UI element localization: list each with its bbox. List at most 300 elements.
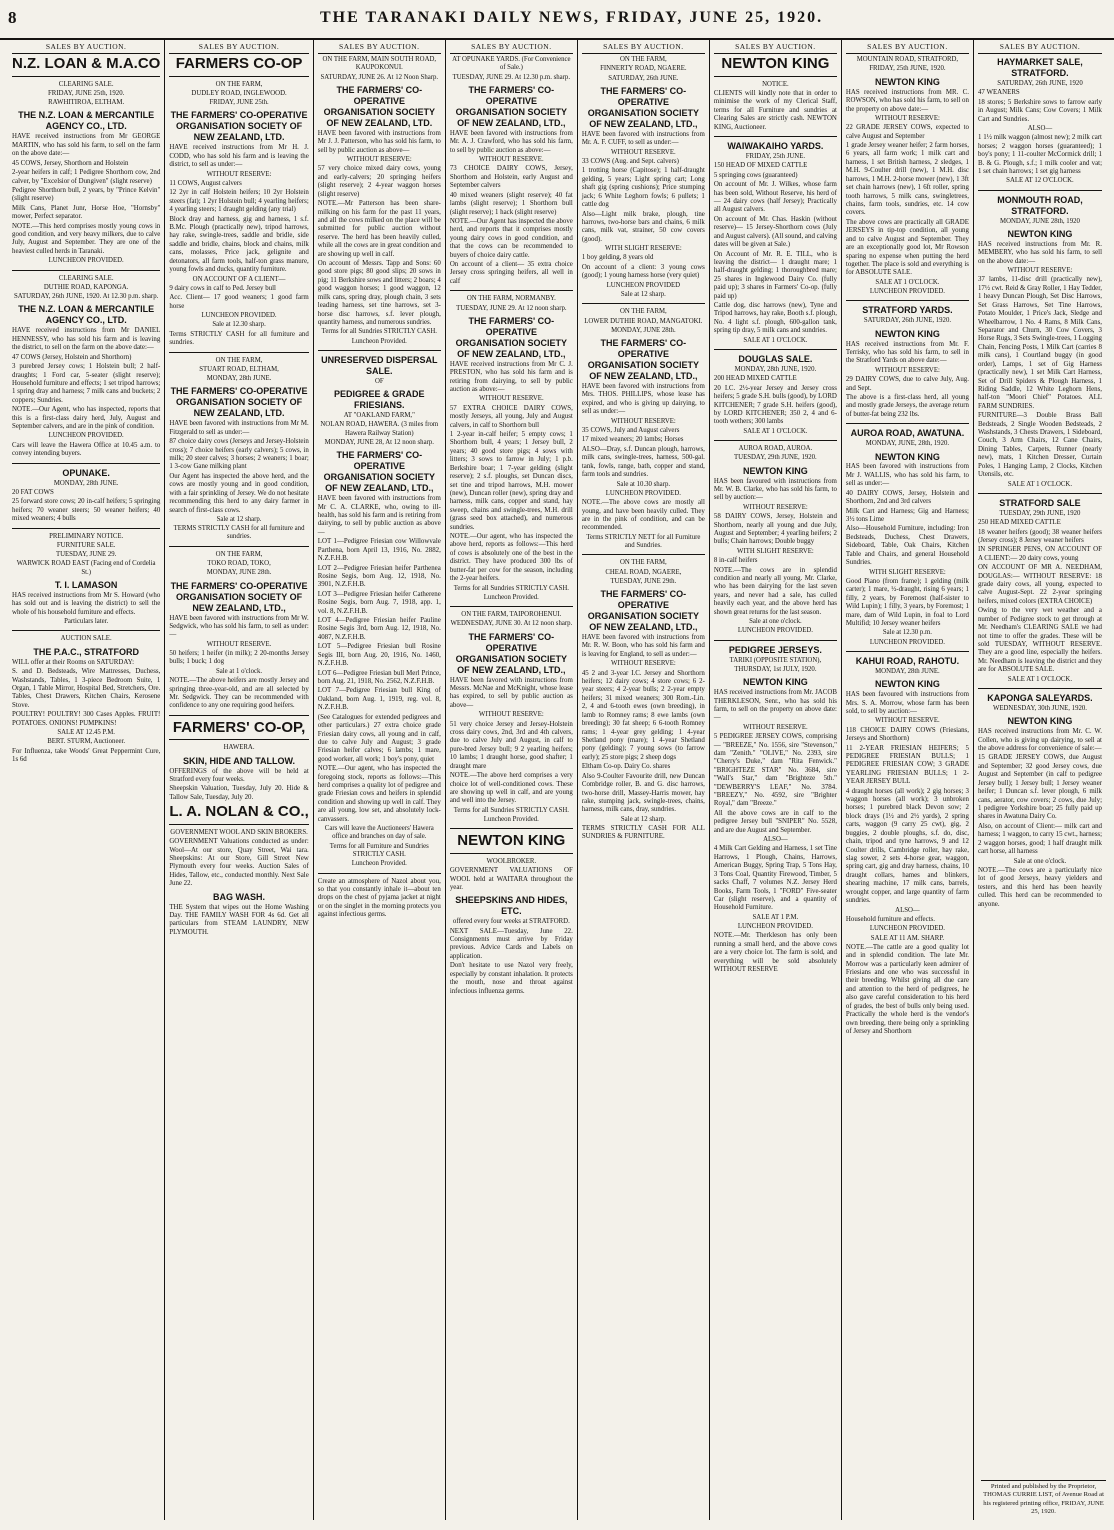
notice-detail: TUESDAY, 29th JUNE, 1920. [734, 454, 817, 462]
notice-text: HAVE been favored with instructions from Mr C. A. CLARKE, who, owing to ill-health, has sold his farm and is retiring from dairying, to sell by public auction as above— [317, 495, 441, 536]
notice-detail: FRIDAY, JUNE 25th, 1920. [48, 89, 125, 97]
notice-text: 47 COWS (Jersey, Holstein and Shorthorn) [12, 353, 132, 361]
advertiser-heading: FARMERS' CO-OP, [169, 720, 308, 741]
notice-text: Good Piano (from frame); 1 gelding (milk carter); 1 mare, ½-draught, rising 6 years; 1 filly, 2 years, by Foremost (half-sister to Wild Lupin); 1 filly, 3 years, by Foremost; 1 mare, dam of Wild Lupin, in foal to Lord Multifid; 10 Jersey weaner heifers [845, 577, 969, 627]
notice-detail: MONDAY, JUNE, 28th, 1920. [865, 440, 950, 448]
notice-text: On account of Mr. Chas. Haskin (without reserve)— 15 Jersey-Shorthorn cows (July and August calvers). (All sound, and calving dates will be given at Sale.) [713, 215, 837, 249]
notice-text: CLIENTS will kindly note that in order to minimise the work of my Clerical Staff, terms for all Furniture and sundries at Clearing Sales are strictly cash. NEWTON KING, Auctioneer. [713, 89, 837, 131]
column-heading: SALES BY AUCTION. [450, 42, 573, 54]
notice-detail: LUNCHEON PROVIDED [606, 281, 681, 289]
notice-detail: LUNCHEON PROVIDED. [869, 638, 946, 646]
notice-detail: Luncheon Provided. [351, 860, 407, 868]
notice-heading: THE FARMERS' CO-OPERATIVE ORGANISATION SOCIETY OF NEW ZEALAND, LTD., [587, 85, 700, 129]
notice-heading: THE FARMERS' CO-OPERATIVE ORGANISATION SOCIETY OF NEW ZEALAND, LTD. [170, 386, 308, 419]
notice-text: 87 choice dairy cows (Jerseys and Jersey-Holstein cross); 7 choice heifers (early calvers); 5 cows, in milk; 20 steer calves; 3 horses; 2 weaners; 1 boar; 1 3-cow Gane milking plant [169, 438, 309, 471]
notice-detail: NOTICE. [762, 80, 789, 88]
notice-detail: ON THE FARM, [619, 559, 667, 567]
column-heading: SALES BY AUCTION. [12, 42, 160, 54]
notice-text: THE System that wipes out the Home Washing Day. THE FAMILY WASH FOR 4s 6d. Get all particulars from STEAM LAUNDRY, NEW PLYMOUTH. [169, 903, 309, 936]
notice-detail: ON THE FARM, NORMANBY. [466, 295, 556, 303]
notice-detail: SALE AT 1 O'CLOCK. [1007, 675, 1073, 683]
notice-text: 15 GRADE JERSEY COWS, due August and September; 32 good Jersey cows, due August and September (in calf to pedigree Jersey bull); 1 Jersey bull; 1 Jersey weaner heifer; 1 Duncan s.f. lever plough, 6 milk cans, aerator, cow covers; 2 cows, due July; 1 pedigree Yorkshire boar; 25 fully paid up shares in Awatuna Dairy Co. [977, 754, 1102, 821]
notice-detail: RAWHITIROA, ELTHAM. [48, 99, 125, 107]
notice-text: 118 CHOICE DAIRY COWS (Friesians, Jerseys and Shorthorn) [845, 726, 969, 743]
column-divider [714, 440, 837, 441]
notice-text: 58 DAIRY COWS, Jersey, Holstein and Shorthorn, nearly all young and due July, August and September; 4 yearling heifers; 2 bulls; Chain harrows; Double buggy [713, 513, 837, 546]
advertiser-heading: NEWTON KING [450, 833, 573, 854]
notice-text: ALSO—Dray, s.f. Duncan plough, harrows, milk cans, swingle-trees, harness, 500-gal. tank, fowls, range, bath, copper and stand, farm tools and sundries. [581, 445, 705, 479]
notice-text: 1 boy gelding, 8 years old [581, 254, 654, 262]
notice-detail: LUNCHEON PROVIDED. [48, 257, 124, 265]
notice-detail: ON THE FARM, TAIPOROHENUI. [461, 611, 562, 619]
notice-text: 11 2-YEAR FRIESIAN HEIFERS; 5 PEDIGREE FRIESIAN BULLS; 1 PEDIGREE FRIESIAN COW; 3 GRADE YEARLING FRIESIAN BULLS; 1 2-YEAR JERSEY BULL [845, 744, 969, 786]
notice-heading: NEWTON KING [742, 465, 808, 476]
notice-detail: LOWER DUTHIE ROAD, MANGATOKI. [584, 317, 703, 325]
notice-heading: THE FARMERS' CO-OPERATIVE ORGANISATION SOCIETY OF NEW ZEALAND, LTD. [170, 110, 308, 143]
notice-detail: Particulars later. [64, 618, 109, 626]
column-divider [450, 606, 573, 607]
notice-text: 4 Milk Cart Gelding and Harness, 1 set Tine Harrows, 1 Plough, Chains, Harrows, American Buggy, Spring Trap, 5 Tons Hay, 3 Tons Coal, Quantity Firewood, Timber, 5 sacks Chaff, 7 volumes N.Z. Jersey Herd Books, Farm Tools, 1 "FORD" Five-seater Car (slight reserve), and a quantity of Household Furniture. [713, 845, 837, 912]
notice-text: Household furniture and effects. [845, 915, 935, 923]
notice-detail: Sale at one o'clock. [749, 618, 802, 626]
notice-detail: SALE AT 12 O'CLOCK. [1006, 177, 1074, 185]
column-divider [318, 873, 441, 874]
notice-heading: THE FARMERS' CO-OPERATIVE ORGANISATION SOCIETY OF NEW ZEALAND, LTD., [587, 338, 700, 382]
notice-detail: STUART ROAD, ELTHAM, [199, 365, 279, 373]
notice-heading: KAHUI ROAD, RAHOTU. [855, 655, 960, 666]
notice-heading: NEWTON KING [1007, 716, 1073, 727]
notice-heading: AUROA ROAD, AWATUNA. [850, 428, 965, 439]
notice-detail: Sale at one o'clock. [1013, 857, 1067, 865]
notice-text: 45 COWS, Jersey, Shorthorn and Holstein [12, 159, 129, 167]
column-3 [314, 40, 446, 1520]
notice-text: NOTE.—Our Agent has inspected the above herd, and reports that it comprises mostly young dairy cows in good condition, and that the cows can be recommended to buyers of choice dairy cattle. [449, 217, 573, 259]
notice-detail: LUNCHEON PROVIDED. [869, 288, 946, 296]
notice-text: 25 forward store cows; 20 in-calf heifers; 5 springing heifers; 70 weaner steers; 50 weaner heifers; 40 mixed weaners; 4 bulls [12, 498, 161, 523]
notice-text: 50 heifers; 1 heifer (in milk); 2 20-months Jersey bulls; 1 buck; 1 dog [169, 650, 309, 666]
notice-detail: NOLAN ROAD, HAWERA. (3 miles from Hawera Railway Station) [320, 421, 439, 437]
notice-detail: LUNCHEON PROVIDED. [737, 627, 813, 635]
notice-heading: MONMOUTH ROAD, STRATFORD. [997, 194, 1083, 216]
notice-detail: TARIKI (OPPOSITE STATION), [729, 656, 822, 664]
notice-text: HAS received instructions from Mr. JACOB THERKLESON, Senr., who has sold his farm, to sell on the property on above date:— [713, 689, 837, 722]
auction-columns [8, 40, 1106, 1520]
notice-detail: TOKO ROAD, TOKO, [207, 560, 271, 568]
notice-detail: SATURDAY, 26th JUNE, 1920. At 12.30 p.m. sharp. [14, 293, 159, 301]
notice-detail: Cars will leave the Auctioneers' Hawera office and branches on day of sale. [324, 825, 434, 841]
notice-text: LOT 6—Pedigree Friesian bull Merl Prince, born Aug. 21, 1918, No. 2562, N.Z.F.H.B. [317, 669, 441, 685]
notice-heading: SHEEPSKINS AND HIDES, ETC. [455, 895, 568, 917]
notice-detail: Sale at 10.30 sharp. [616, 480, 671, 488]
notice-heading: WAIWAKAIHO YARDS. [727, 141, 824, 152]
notice-text: 3 purebred Jersey cows; 1 Holstein bull; 2 half-draughts; 1 Ford car, 5-seater (slight reserve); Household furniture and effects; 1 set tripod harrows; 1 spring dray and harness; 7 milk cans and buckets; 2 coppers; Sundries. [12, 363, 161, 404]
notice-detail: BERT. STURM, Auctioneer. [47, 738, 126, 746]
notice-detail: TUESDAY, JUNE 29. [55, 551, 117, 559]
notice-text: HAVE been favored with instructions from Mr. A. J. Crawford, who has sold his farm, to sell by public auction as above:— [449, 129, 573, 154]
notice-text: ON ACCOUNT OF MR A. NEEDHAM, DOUGLAS:— WITHOUT RESERVE: 18 grade dairy cows, all young, expected to calve August-Sept. 22 2-year springing heifers, mixed colors (EXTRA CHOICE) [977, 564, 1102, 605]
notice-heading: THE FARMERS' CO-OPERATIVE ORGANISATION SOCIETY OF NEW ZEALAND, LTD., [587, 589, 700, 633]
notice-text: Terms STRICTLY CASH for all furniture and sundries. [169, 330, 309, 347]
notice-detail: OF [374, 377, 384, 385]
notice-heading: THE FARMERS' CO-OPERATIVE ORGANISATION SOCIETY OF NEW ZEALAND, LTD., [455, 84, 567, 128]
notice-detail: Sale at 12.30 sharp. [212, 321, 266, 329]
notice-detail: AT OPUNAKE YARDS. (For Convenience of Sale.) [452, 56, 571, 72]
notice-text: 9 dairy cows in calf to Ped. Jersey bull [169, 284, 276, 292]
notice-detail: WITHOUT RESERVE: [610, 660, 676, 668]
notice-detail: THURSDAY, 1st JULY, 1920. [734, 665, 817, 673]
column-divider [714, 640, 837, 641]
notice-text: NOTE.—The cows are in splendid condition and nearly all young. Mr. Clarke, who has been dairying for the last seven years, and never had a sale, has culled heavily each year, and the above herd has shown great returns for the last season. [713, 566, 837, 616]
notice-detail: Sale at 1 o'clock. [215, 667, 263, 675]
notice-text: 150 HEAD OF MIXED CATTLE [713, 162, 808, 170]
notice-text: NOTE.—Mr Patterson has been share-milking on his farm for the past 11 years, and all the cows milked on the place will be submitted for public auction without reserve. The herd has been heavily culled, while all the cows are in great condition and are showing up well in calf. [317, 200, 441, 258]
notice-text: On Account of Mr. R. E. TILL, who is leaving the district— 1 draught mare; 1 half-draught gelding; 1 thoroughbred mare; 25 shares in Inglewood Dairy Co. (fully paid up); 3 shares in Farmers' Co-op. (fully paid up) [713, 250, 837, 300]
notice-text: NOTE.—Mr. Therkleson has only been running a small herd, and the above cows are a very choice lot. The farm is sold, and everything will be sold absolutely WITHOUT RESERVE [713, 932, 837, 974]
notice-detail: WEDNESDAY, 30th JUNE, 1920. [992, 704, 1087, 712]
notice-detail: WITHOUT RESERVE. [611, 148, 676, 156]
notice-detail: SALE AT 12.45 P.M. [57, 729, 115, 737]
notice-text: HAVE been favored with instructions from Mr M. Fitzgerald to sell as under:— [169, 420, 309, 436]
imprint: Printed and published by the Proprietor, THOMAS CURRIE LIST, of Avenue Road at his registered printing office, FRIDAY, JUNE 25, 1920. [981, 1480, 1106, 1516]
column-divider [582, 303, 705, 304]
column-6 [710, 40, 842, 1520]
notice-text: NOTE.—Our agent, who has inspected the above herd, reports as follows:—This herd of cows is absolutely one of the best in the district. They have produced 300 lbs of butter-fat per cow for the season, including the 2-year heifers. [449, 533, 573, 583]
notice-detail: ON THE FARM, [215, 550, 263, 558]
notice-text: NOTE.—This herd comprises mostly young cows in good condition, and very heavy milkers, due to calve July, August and September. They are one of the heaviest culled herds in Taranaki. [12, 222, 161, 255]
notice-detail: PRELIMINARY NOTICE. [49, 532, 124, 540]
notice-detail: CLEARING SALE. [58, 80, 114, 88]
column-divider [582, 554, 705, 555]
notice-heading: THE P.A.C., STRATFORD [33, 646, 139, 657]
notice-heading: PEDIGREE JERSEYS. [728, 644, 822, 655]
column-divider [714, 349, 837, 350]
notice-text: NOTE.—Our Agent, who has inspected, reports that this is a first-class dairy herd, July, August and September calvers, and are in the pink of condition. [12, 406, 161, 431]
notice-text: 20 FAT COWS [12, 488, 54, 496]
column-divider [846, 300, 969, 301]
notice-detail: LUNCHEON PROVIDED. [48, 432, 124, 440]
notice-text: HAVE been favored with instructions from Mr. A. F. CUFF, to sell as under:— [581, 130, 705, 147]
notice-text: Create an atmosphere of Nazol about you, so that you constantly inhale it—about ten drops on the chest of pyjama jacket at night or on the singlet in the morning protects you against infectious germs. [317, 877, 441, 919]
notice-text: 35 COWS, July and August calvers [581, 427, 680, 434]
notice-heading: OPUNAKE. [62, 467, 110, 478]
notice-heading: THE N.Z. LOAN & MERCANTILE AGENCY CO., LTD. [18, 304, 155, 326]
notice-text: On account of Mr. J. Wilkes, whose farm has been sold, Without Reserve, his herd of— 24 dairy cows (half Jersey); Practically all August calvers. [713, 181, 837, 214]
notice-detail: AUROA ROAD, AUROA. [738, 445, 813, 453]
notice-text: HAS received instructions from Mr S. Howard (who has sold out and is leaving the district) to sell the whole of his household furniture and effects. [12, 591, 161, 616]
notice-heading: STRATFORD SALE [999, 497, 1081, 508]
column-divider [12, 463, 160, 464]
notice-text: HAVE received instructions from Mr DANIEL HENNESSY, who has sold his farm and is leaving the district, to sell on the farm on the above date:— [12, 327, 161, 352]
notice-detail: WITHOUT RESERVE: [875, 114, 940, 122]
notice-detail: ALSO— [763, 836, 788, 844]
notice-heading: T. I. LAMASON [54, 579, 118, 590]
notice-detail: CLEARING SALE. [58, 274, 114, 282]
notice-detail: WITHOUT RESERVE: [875, 366, 940, 374]
notice-detail: offered every four weeks at STRATFORD. [452, 918, 570, 926]
notice-detail: TUESDAY, JUNE 29th. [610, 577, 677, 585]
column-divider [169, 352, 308, 353]
column-divider [978, 493, 1102, 494]
page-number: 8 [8, 8, 17, 27]
notice-text: HAS been favored with instructions from Mr J. WALLIS, who has sold his farm, to sell as under:— [845, 463, 969, 488]
notice-text: 200 HEAD MIXED CATTLE [713, 375, 797, 383]
column-divider [318, 350, 441, 351]
notice-heading: SKIN, HIDE AND TALLOW. [183, 755, 296, 766]
notice-detail: SALE AT 1 O'CLOCK. [875, 278, 940, 286]
notice-text: 18 stores; 5 Berkshire sows to farrow early in August; Milk Cans; Cow Covers; 1 Milk Cart and Sundries. [977, 98, 1102, 123]
notice-detail: ON THE FARM, [215, 80, 263, 88]
column-divider [169, 546, 308, 547]
notice-text: S. and D. Bedsteads, Wire Mattresses, Duchess, Washstands, Tables, 1 3-piece Bedroom Suite, 1 Organ, 1 Table Mirror, Hospital Bed, Stretchers, Ore. Tables, Chest Drawers, Kitchen Chairs, Kerosene Stove. [12, 668, 161, 709]
notice-heading: NEWTON KING [875, 76, 940, 87]
notice-detail: WITH SLIGHT RESERVE: [604, 245, 682, 253]
notice-text: TERMS STRICTLY CASH FOR ALL SUNDRIES & FURNITURE. [581, 825, 705, 841]
notice-text: Sheepskin Valuation, Tuesday, July 20. Hide & Tallow Sale, Tuesday, July 20. [169, 785, 309, 801]
column-divider [846, 423, 969, 424]
notice-text: 8 in-calf heifers [713, 557, 758, 565]
notice-text: HAS been favoured with instructions from Mr. W. B. Clarke, who has sold his farm, to sell by auction:— [713, 477, 837, 502]
column-8 [974, 40, 1106, 1520]
notice-detail: WITHOUT RESERVE: [742, 503, 808, 511]
notice-text: HAVE been favored with instructions from Mr W. Sedgwick, who has sold his farm, to sell as under:— [169, 614, 309, 639]
notice-detail: LUNCHEON PROVIDED. [201, 312, 277, 320]
notice-text: 47 WEANERS [977, 89, 1020, 97]
notice-text: POULTRY! POULTRY! 300 Cases Apples. FRUIT! POTATOES. ONIONS! PUMPKINS! [12, 711, 161, 727]
advertiser-heading: NEWTON KING [714, 56, 837, 77]
masthead [0, 0, 1114, 40]
column-7 [842, 40, 974, 1520]
notice-text: HAS received instructions from Mr. R. MEMBERY, who has sold his farm, to sell on the above date:— [977, 240, 1102, 265]
notice-text: The above is a first-class herd, all young and mostly grade Jerseys, the average return of butter-fat being 232 lbs. [845, 393, 969, 418]
notice-detail: WITHOUT RESERVE. [743, 723, 808, 731]
notice-detail: Sale at 12 sharp. [216, 515, 262, 523]
notice-text: 5 springing cows (guaranteed) [713, 171, 798, 179]
notice-heading: THE FARMERS' CO-OPERATIVE ORGANISATION SOCIETY OF NEW ZEALAND, LTD., [455, 631, 567, 675]
notice-detail: WITHOUT RESERVE: [478, 711, 544, 719]
notice-text: NOTE.—The cows are a particularly nice lot of good Jerseys, heavy yielders and testers, and this herd has been heavily culled. This herd can be recommended to anyone. [977, 866, 1102, 908]
notice-text: LOT 2—Pedigree Friesian heifer Parthenea Rosine Segis, born Aug. 12, 1918, No. 3901, N.Z.F.H.B. [317, 564, 441, 589]
notice-text: NOTE.—The above herd comprises a very choice lot of well-conditioned cows. These are showing up well in calf, and are young and well into the Jersey. [449, 772, 573, 805]
notice-text: 12 2yr in calf Holstein heifers; 10 2yr Holstein steers (fat); 1 2yr Holstein bull; 4 yearling heifers; 4 yearling steers; 1 draught gelding (any trial) [169, 189, 309, 214]
notice-detail: MONDAY, 28th JUNE. [875, 667, 940, 675]
notice-heading: THE FARMERS' CO-OPERATIVE ORGANISATION SOCIETY OF NEW ZEALAND, LTD., [170, 580, 308, 613]
notice-detail: SALE AT 1 O'CLOCK. [743, 427, 808, 435]
notice-detail: TUESDAY, JUNE 29. At 12.30 p.m. sharp. [452, 73, 571, 81]
column-1 [8, 40, 165, 1520]
notice-detail: ALSO— [1027, 125, 1053, 133]
notice-text: 18 weaner heifers (good); 38 weaner heifers (Jersey cross); 8 Jersey weaner heifers [977, 528, 1102, 544]
notice-text: 51 very choice Jersey and Jersey-Holstein cross dairy cows, 2nd, 3rd and 4th calvers, due to calve July and August, in calf to pure-bred Jersey bull; 9 2 yearling heifers; 10 lambs; 1 draught horse, good shafter; 1 draught mare [449, 720, 573, 770]
notice-detail: ON THE FARM, [619, 308, 667, 316]
notice-detail: MONDAY, 28th JUNE. [53, 479, 119, 487]
notice-text: Cattle dog, disc harrows (new), Tyne and Tripod harrows, hay rake, Booth s.f. plough, No. 4 light s.f. plough, 600-gallon tank, spring tip dray, 5 milk cans and sundries. [713, 302, 837, 335]
notice-text: NOTE.—Our agent, who has inspected the foregoing stock, reports as follows:—This herd comprises a quality lot of pedigree and grade Friesian cows and heifers in splendid condition and showing up well in calf. They are all young, low set, and absolutely lock-canvassers. [317, 765, 441, 823]
notice-detail: FRIDAY, 25th JUNE. [745, 153, 806, 160]
notice-heading: NEWTON KING [875, 451, 940, 462]
notice-text: 5 PEDIGREE JERSEY COWS, comprising— "BREEZE," No. 1556, sire "Stevenson," dam "Zenith." "OLIVE," No. 2393, sire "Cherry's Duke," dam "Rita Fenwick." "BRIGHTEZE STAR" No. 3684, sire "Wall's Star," dam "Brighteze 5th." "DEWBERRY'S LEAF," No. 3784. "BREEZY," No. 4592, sire "Brighter Royal," dam "Breeze." [713, 733, 837, 808]
notice-text: 250 HEAD MIXED CATTLE [977, 519, 1061, 527]
notice-text: LOT 7—Pedigree Friesian bull King of Oakland, born Aug. 1, 1919, reg. vol. 8, N.Z.F.H.B. [317, 687, 441, 712]
notice-detail: FURNITURE SALE. [56, 541, 116, 549]
notice-detail: Sale at 12 sharp. [620, 815, 666, 823]
notice-text: 37 lambs, 11-disc drill (practically new), 17½ cwt. Reid & Gray Roller, 1 Hay Tedder, 1 heavy Duncan Plough, Set Disc Harrows, Set Grass Harrows, Set Tine Harrows, Potato Moulder, 1 Price's Jack, Sledge and Wheelbarrow, 1 No. 4 Rams, 8 Milk Cans, Separator and Churn, 30 Cow Covers, 3 Horse Rugs, 3 Sets Swingle-trees, 1 Logging Chain, Fencing Posts, 1 Milk Cart (carries 8 milk cans), 1 Courtland buggy (in good order), Lamps, 1 set of Gig Harness (practically new), 1 set Milk Cart Harness, Set of Drill Spiders & Plough Harness, 1 Riding Saddle, 12 White Leghorn Hens, half-ton "Moori Chief" Potatoes. ALL FARM SUNDRIES. [977, 276, 1102, 410]
notice-detail: LUNCHEON PROVIDED. [869, 925, 946, 933]
notice-text: 1 trotting horse (Capitose); 1 half-draught gelding, 5 years; Light spring cart; Long shaft gig (spring cushions); Price stumping jack; 6 White Leghorn fowls; 6 pullets; 1 cattle dog [581, 167, 705, 209]
notice-text: Pedigree Shorthorn bull, 2 years, by "Prince Kelvin" (slight reserve) [12, 186, 161, 203]
notice-text: For Influenza, take Woods' Great Peppermint Cure, 1s 6d [12, 747, 161, 764]
column-divider [169, 715, 308, 716]
notice-detail: LUNCHEON PROVIDED. [737, 923, 813, 931]
notice-detail: Terms for all Furniture and Sundries STRICTLY CASH. [329, 842, 429, 859]
notice-detail: HAWERA. [223, 744, 255, 752]
notice-detail: FINNERTY ROAD, NGAERE. [600, 65, 687, 73]
notice-text: HAVE been favored with instructions from Mrs. THOS. PHILLIPS, whose lease has expired, and who is giving up dairying, to sell as under:— [581, 383, 705, 416]
notice-text: Don't hesitate to use Nazol very freely, especially by constant inhalation. It protects the mouth, nose and throat against infectious influenza germs. [449, 962, 573, 995]
notice-text: HAVE received instructions from Mr GEORGE MARTIN, who has sold his farm, to sell on the farm on the above date:— [12, 133, 161, 158]
notice-detail: WITHOUT RESERVE. [479, 395, 544, 403]
notice-detail: FRIDAY, 25th JUNE, 1920. [869, 65, 946, 73]
column-heading: SALES BY AUCTION. [846, 42, 969, 54]
notice-text: On account of a client— 35 extra choice Jersey cross springing heifers, all well in calf [449, 261, 573, 285]
notice-heading: BAG WASH. [213, 891, 266, 902]
notice-text: WILL offer at their Rooms on SATURDAY: [12, 658, 134, 666]
notice-detail: ON THE FARM, MAIN SOUTH ROAD, KAUPOKONUI. [322, 56, 437, 72]
notice-text: 57 very choice mixed dairy cows, young and early-calvers; 20 springing heifers (slight reserve); 2 4-year waggon horses (slight reserve) [317, 165, 441, 198]
notice-text: LOT 3—Pedigree Friesian heifer Catherene Rosine Segis, born Aug. 7, 1918, app. 1, vol. 8, N.Z.F.H.B. [317, 590, 441, 615]
notice-text: 45 2 and 3-year I.C. Jersey and Shorthorn heifers; 12 dairy cows; 4 store cows; 6 2-year steers; 4 2-year bulls; 2 2-year empty heifers; 31 mixed weaners; 300 Rom.-Lin. 2, 4 and 6-tooth ewes (own breeding), in lamb to Romney rams; 8 ewe lambs (own breeding); 30 fat sheep; 6 6-tooth Romney rams; 1 4-year grey gelding; 1 4-year Shetland pony (mare); 1 4-year Shetland pony (gelding); 7 young sows (to farrow early); 25 store pigs; 2 sheep dogs [581, 669, 705, 761]
notice-text: 33 COWS (Aug. and Sept. calvers) [581, 157, 679, 165]
advertiser-heading: L. A. NOLAN & CO., [169, 804, 308, 825]
notice-detail: DUTHIE ROAD, KAPONGA. [43, 283, 129, 291]
notice-detail: Terms STRICTLY NETT for all Furniture and Sundries. [586, 533, 701, 550]
notice-text: NOTE.—The cattle are a good quality lot and in splendid condition. The late Mr. Morrow was a particularly keen admirer of Friesians and one who was successful in their breeding. Whilst giving all due care and attention to the herd of pedigrees, he also gave careful consideration to his herd of grades, the best of bulls only being used. Practically the whole herd is the vendor's own breeding, there being only a sprinkling of Jersey and Shorthorn [845, 943, 969, 1036]
column-divider [978, 190, 1102, 191]
notice-detail: Luncheon Provided. [351, 337, 407, 345]
notice-text: 1 2-year in-calf heifer; 5 empty cows; 1 Shorthorn bull, 4 years; 1 Jersey bull, 2 years; 40 good store pigs; 4 sows with litters; 3 sows to farrow in July; 1 p.b. Berkshire boar; 1 7-year gelding (slight reserve); 2 s.f. ploughs, set Duncan discs, set tine and tripod harrows, M.H. mower (new), Duncan roller (new), spring dray and harness, milk cans, copper and stand, hay sweep, chains and swingle-trees, M.H. drill (grass seed box attached), and numerous sundries. [449, 430, 573, 531]
newspaper-title: THE TARANAKI DAILY NEWS, FRIDAY, JUNE 25, 1920. [320, 9, 824, 26]
notice-detail: GOVERNMENT WOOL AND SKIN BROKERS. [170, 828, 308, 836]
notice-text: Also, on account of Client:— milk cart and harness; 1 waggon, to carry 15 cwt., harness; 2 waggon horses, good; 1 half draught milk cart horse, all harness [977, 822, 1102, 856]
notice-heading: UNRESERVED DISPERSAL SALE. [321, 354, 438, 376]
column-divider [978, 688, 1102, 689]
notice-text: Our Agent has inspected the above herd, and the cows are mostly young and in good condition, with a fair sprinkling of Jersey. We do not hesitate recommending this herd to any dairy farmer in search of first-class cows. [169, 472, 309, 514]
notice-text: HAS received instructions from MR. C. ROWSON, who has sold his farm, to sell on the property on above date:— [845, 88, 969, 113]
notice-detail: SALE AT 1 O'CLOCK. [743, 336, 808, 344]
notice-text: LOT 1—Pedigree Friesian cow Willowvale Parthena, born April 13, 1916, No. 2882, N.Z.F.H.B. [317, 538, 441, 563]
notice-text: Milk Cart and Harness; Gig and Harness; 3½ tons Lime [845, 507, 969, 523]
notice-text: On account of Messrs. Tapp and Sons: 60 good store pigs; 80 good slips; 20 sows in pig; 11 Berkshire sows and litters; 2 boars; 4 good waggon horses; 1 good waggon, 12 milk cans, spring dray, plough chain, 3 sets leading harness, set tine harrows, set 3-horse disc harrows, s.f. lever plough, quantity harness, and numerous sundries. [317, 260, 441, 326]
notice-detail: WITHOUT RESERVE. [206, 640, 272, 648]
notice-heading: DOUGLAS SALE. [738, 354, 813, 364]
column-heading: SALES BY AUCTION. [714, 42, 837, 54]
notice-detail: Sale at 12 sharp. [620, 291, 666, 299]
notice-text: HAVE been favored with instructions from Messrs. McNae and McKnight, whose lease has expired, to sell by public auction as above— [449, 676, 573, 709]
notice-detail: MOUNTAIN ROAD, STRATFORD, [856, 56, 959, 64]
notice-detail: ALSO— [895, 906, 920, 914]
notice-text: 2-year heifers in calf; 1 Pedigree Shorthorn cow, 2nd calver, by "Excelsior of Dungiven" (slight reserve) [12, 169, 161, 185]
notice-text: All the above cows are in calf to the pedigree Jersey bull "SNIPER" No. 5528, and are due August and September. [713, 809, 837, 834]
notice-detail: TUESDAY, JUNE 29. At 12 noon sharp. [456, 304, 567, 312]
notice-detail: MONDAY, JUNE 28, At 12 noon sharp. [324, 438, 434, 446]
notice-text: Also—Light milk brake, plough, tine harrows, two-horse bars and chains, 6 milk cans, milk vat, strainer, 50 cow covers (good). [581, 210, 705, 243]
notice-detail: Terms for all Sundries STRICTLY CASH. [453, 584, 569, 592]
column-divider [714, 136, 837, 137]
notice-detail: SATURDAY, 26th JUNE. [608, 74, 679, 82]
notice-text: Also—Household Furniture, including: Iron Bedsteads, Duchess, Chest Drawers, Sideboard, Table, Oak Chairs, Kitchen Table and Chairs, and general Household Sundries. [845, 525, 969, 567]
notice-text: HAVE been favored with instructions from Mr. R. W. Boon, who has sold his farm and is leaving for England, to sell as under:— [581, 634, 705, 658]
notice-text: FURNITURE—3 Double Brass Ball Bedsteads, 2 Single Wooden Bedsteads, 2 Washstands, 3 Chests Drawers, 1 Sideboard, Couch, 3 Arm Chairs, 12 Cane Chairs, Dining Tables, Carpets, Runner (nearly new), mats, 1 Kitchen Dresser, Curtain Poles, 1 Hanging Lamp, 2 Clocks, Kitchen Utensils, etc. [977, 412, 1102, 479]
notice-detail: WITHOUT RESERVE. [479, 156, 544, 164]
notice-text: LOT 4—Pedigree Friesian heifer Pauline Rosine Segis 3rd, born Aug. 12, 1918, No. 4087, N.Z.F.H.B. [317, 617, 441, 641]
notice-heading: PEDIGREE & GRADE FRIESIANS. [334, 389, 425, 411]
notice-detail: Sale at 12.30 p.m. [882, 629, 932, 637]
column-divider [450, 290, 573, 291]
notice-detail: DUDLEY ROAD, INGLEWOOD. [191, 89, 287, 97]
notice-text: Owing to the very wet weather and a number of Pedigree stock to get through at Mr. Needham's CLEARING SALE we had not time to offer the grades. These will be sold TUESDAY, WITHOUT RESERVE. They are a good line, especially the heifers. Mr. Needham is leaving the district and they are for ABSOLUTE SALE. [977, 607, 1102, 674]
notice-detail: ON ACCOUNT OF A CLIENT— [192, 275, 286, 283]
column-heading: SALES BY AUCTION. [169, 42, 308, 54]
notice-detail: MONDAY, JUNE 28th, 1920 [1000, 217, 1080, 225]
notice-text: NOTE.—The above cows are mostly all young, and have been heavily culled. They are in the pink of condition, and can be recommended. [581, 499, 705, 532]
notice-heading: STRATFORD YARDS. [862, 305, 953, 316]
notice-heading: NEWTON KING [875, 328, 940, 339]
notice-text: The above cows are practically all GRADE JERSEYS in tip-top condition, all young and to calve August and September. They are an exceptionally good lot, Mr Rowson sparing no expense when putting the herd together. The place is sold and everything is for ABSOLUTE SALE. [845, 218, 969, 277]
notice-detail: WITHOUT RESERVE: [346, 156, 412, 164]
notice-heading: NEWTON KING [875, 679, 940, 690]
notice-text: LOT 5—Pedigree Friesian bull Rosine Segis III, born Aug. 20, 1916, No. 1460, N.Z.F.H.B. [317, 643, 441, 668]
notice-heading: NEWTON KING [742, 677, 808, 688]
notice-detail: SALE AT 11 AM. SHARP. [870, 934, 945, 942]
notice-text: On account of a client: 3 young cows (good); 1 young harness horse (very quiet) [581, 263, 705, 280]
notice-detail: Terms for all Sundries STRICTLY CASH. [453, 806, 569, 814]
notice-text: 73 CHOICE DAIRY COWS, Jersey, Shorthorn and Holstein, early August and September calvers [449, 165, 573, 190]
notice-text: 4 draught horses (all work); 2 gig horses; 3 waggon horses (all work); 3 unbroken horses; 1 purebred black Devon sow; 2 block drays (1½ and 2½ yards), 2 spring carts, waggon (9 carry 25 cwt), gig, 2 buggies, 2 double ploughs, s.f. do, disc, chain, tripod and tyne harrows, 9 and 12 Coulter drills, Cambridge roller, hay rake, slag sower, 2 sets 4-horse gear, waggon, spring cart, gig and dray harness, chains, 10 draught collars, hames and blinkers, shearing machine, 17 milk cans, barrels, wrought copper, and large quantity of farm sundries. [845, 787, 969, 905]
notice-detail: Luncheon Provided. [483, 816, 539, 824]
notice-detail: Terms for all Sundries STRICTLY CASH. [321, 328, 437, 336]
notice-text: 1 1½ milk waggon (almost new); 2 milk cart horses; 2 waggon horses (guaranteed); 1 boy's pony; 1 11-coulter McCormick drill; 1 B. & G. Plough, s.f.; 1 milk cooler and vat; 1 set chain harrows; 1 set gig harness [977, 134, 1102, 176]
advertiser-heading: N.Z. LOAN & M.A.CO [12, 56, 160, 77]
notice-detail: FRIDAY, JUNE 25th. [209, 99, 269, 107]
notice-detail: CHEAL ROAD, NGAERE, [605, 568, 682, 576]
notice-text: Cars will leave the Hawera Office at 10.45 a.m. to convey intending buyers. [12, 441, 161, 458]
column-divider [12, 270, 160, 271]
notice-detail: WITH SLIGHT RESERVE: [737, 547, 814, 555]
column-divider [846, 651, 969, 652]
notice-text: NEXT SALE—Tuesday, June 22. Consignments must arrive by Friday previous. Advice Cards and Labels on application. [449, 927, 573, 960]
notice-detail: SALE AT 1 P.M. [752, 913, 799, 921]
notice-text: HAVE received instructions from Mr H. J. CODD, who has sold his farm and is leaving the district, to sell as under:— [169, 144, 309, 169]
notice-text: NOTE.—The above heifers are mostly Jersey and springing three-year-old, and are all selected by Mr. Sedgwick. They can be recommended with confidence to any one requiring good heifers. [169, 677, 309, 710]
column-2 [165, 40, 313, 1520]
notice-text: HAS received instructions from Mr. C. W. Collen, who is giving up dairying, to sell at the above address for convenience of sale:— [977, 728, 1102, 753]
column-divider [12, 630, 160, 631]
notice-text: 17 mixed weaners; 20 lambs; Horses [581, 436, 684, 444]
notice-heading: THE FARMERS' CO-OPERATIVE ORGANISATION SOCIETY OF NEW ZEALAND, LTD. [323, 84, 435, 128]
notice-detail: WITHOUT RESERVE: [1007, 267, 1073, 275]
notice-heading: HAYMARKET SALE, STRATFORD. [997, 57, 1083, 79]
notice-text: HAVE received instructions from Mr C. J. PRESTON, who has sold his farm and is retiring from dairying, to sell by public auction as above:— [449, 360, 573, 394]
notice-text: GOVERNMENT VALUATIONS OF WOOL held at WAITARA throughout the year. [449, 867, 573, 891]
column-heading: SALES BY AUCTION. [318, 42, 441, 54]
notice-detail: TERMS STRICTLY CASH for all furniture and sundries. [173, 525, 305, 541]
notice-text: 40 mixed weaners (slight reserve); 40 fat lambs (slight reserve); 1 Shorthorn bull (slight reserve); 1 hack (slight reserve) [449, 191, 573, 216]
column-heading: SALES BY AUCTION. [582, 42, 705, 54]
column-divider [450, 828, 573, 829]
notice-heading: NEWTON KING [1007, 228, 1073, 239]
column-4 [446, 40, 578, 1520]
notice-text: IN SPRINGER PENS, ON ACCOUNT OF A CLIENT:— 20 dairy cows, young [977, 546, 1102, 562]
notice-detail: Luncheon Provided. [483, 593, 539, 601]
